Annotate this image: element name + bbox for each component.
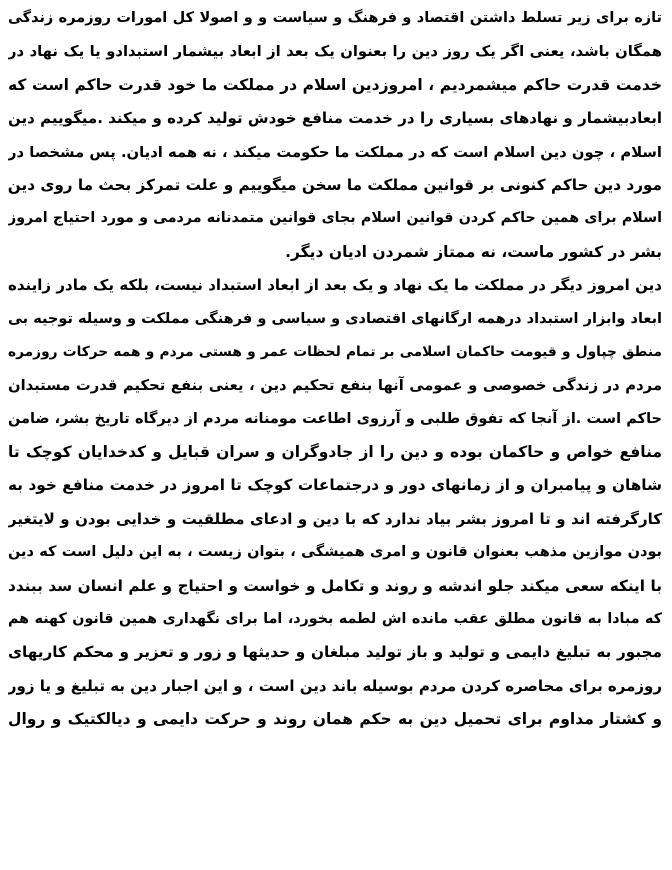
text-line: منافع خواص و حاکمان بوده و دین را از جادوگران و سران قبایل و کدخدایان کوچک تا (8, 443, 662, 462)
text-line: مورد دین حاکم کنونی بر قوانین مملکت ما سخن میگوییم و علت تمرکز بحث ما روی دین (8, 175, 662, 194)
text-line: ابعاد وابزار استبداد درهمه ارگانهای اقتصادی و سیاسی و فرهنگی مملکت و وسیله توجیه بی (8, 310, 662, 327)
text-line: مردم در زندگی خصوصی و عمومی آنها بنفع تحکیم دین ، یعنی بنفع تحکیم قدرت مستبدان (8, 377, 662, 395)
text-line: شاهان و پیامبران و از زمانهای دور و درجتماعات کوچک تا امروز در خدمت منافع خود به (8, 476, 662, 495)
text-line: کارگرفته اند و تا امروز بشر بیاد ندارد که با دین و ادعای مطلقیت و خدایی بودن و لایتغیر (8, 509, 662, 528)
text-line: و کشتار مداوم برای تحمیل دین به حکم همان روند و حرکت دایمی و دیالکتیک و روال (8, 710, 662, 729)
text-line: همگان باشد، یعنی اگر یک روز دین را بعنوان یک بعد از ابعاد بیشمار استبدادو یا یک نهاد در (8, 43, 662, 61)
text-line: اسلام برای همین حاکم کردن قوانین اسلام بجای قوانین متمدنانه مردمی و مورد احتیاج امروز (8, 210, 662, 227)
text-line: بشر در کشور ماست، نه ممتاز شمردن ادیان دیگر. (285, 242, 662, 261)
text-line: منطق چپاول و قیومت حاکمان اسلامی بر تمام لحظات عمر و هستی مردم و همه حرکات روزمره (8, 343, 662, 360)
text-line: خدمت قدرت حاکم میشمردیم ، امروزدین اسلام در مملکت ما خود قدرت حاکم است که (8, 75, 662, 94)
paragraph-2 (8, 269, 662, 736)
text-line: با اینکه سعی میکند جلو اندشه و روند و تکامل و خواست و احتیاج و علم انسان سد ببندد (8, 576, 662, 595)
paragraph-1 (8, 2, 662, 269)
text-line: تازه برای زیر تسلط داشتن اقتصاد و فرهنگ و سیاست و و اصولا کل امورات روزمره زندگی (8, 10, 662, 26)
text-line: ابعادبیشمار و نهادهای بسیاری را در خدمت منافع خودش تولید کرده و میکند .میگوییم دین (8, 109, 662, 128)
text-line: مجبور به تبلیغ دایمی و تولید و باز تولید مبلغان و حدیثها و زور و تعزیر و محکم کاریهای (8, 643, 662, 662)
text-line: که مبادا به قانون مطلق عقب مانده اش لطمه بخورد، اما برای نگهداری همین قانون کهنه هم (8, 611, 662, 628)
text-line: حاکم است .از آنجا که تفوق طلبی و آرزوی اطاعت مومنانه مردم از دیرگاه تاریخ بشر، ضامن (8, 410, 662, 427)
text-line: بودن موازین مذهب بعنوان قانون و امری همیشگی ، بتوان زیست ، به این دلیل است که دین (8, 544, 662, 561)
text-line: روزمره برای محاصره کردن مردم بوسیله باند دین است ، و این اجبار دین به تبلیغ و یا زور (8, 676, 662, 695)
text-line: دین امروز دیگر در مملکت ما یک نهاد و یک بعد از ابعاد استبداد نیست، بلکه یک مادر زاینده (8, 276, 662, 295)
text-line: اسلام ، چون دین اسلام است که در مملکت ما حکومت میکند ، نه همه ادیان. پس مشخصا در (8, 143, 662, 161)
